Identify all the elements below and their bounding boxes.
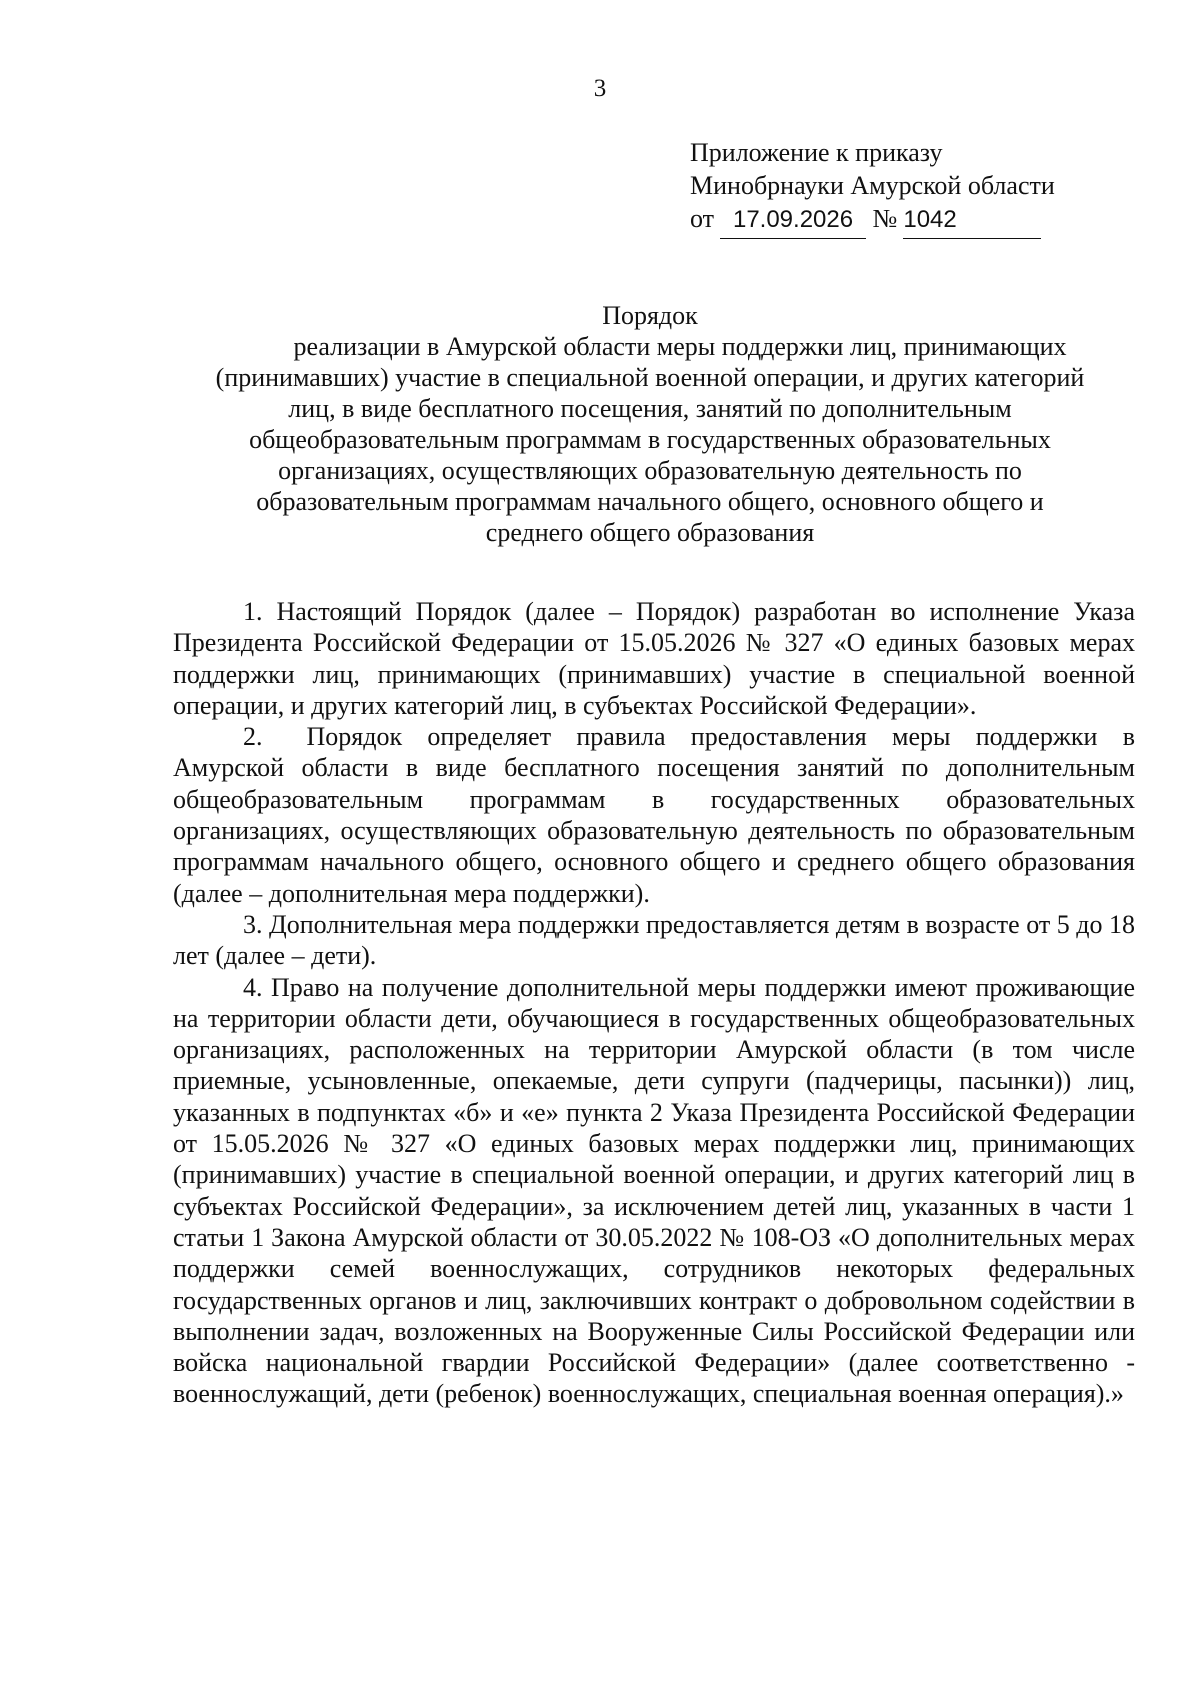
order-date: 17.09.2026	[720, 203, 866, 236]
title-heading: Порядок	[602, 301, 698, 330]
paragraph-3	[173, 909, 1135, 972]
paragraph-2	[173, 721, 1135, 909]
title-line: лиц, в виде бесплатного посещения, занятий по дополнительным	[288, 394, 1012, 423]
approval-block	[690, 136, 1055, 236]
title-line: реализации в Амурской области меры поддержки лиц, принимающих	[293, 332, 1067, 361]
approval-line-2: Минобрнауки Амурской области	[690, 171, 1055, 200]
number-label: №	[872, 204, 898, 233]
title-line: образовательным программам начального общего, основного общего и	[256, 487, 1044, 516]
paragraph-1-text: 1. Настоящий Порядок (далее – Порядок) разработан во исполнение Указа Президента Российской Федерации от 15.05.2026 № 327 «О единых базовых мерах поддержки лиц, принимающих (принимавших) участие в специальной военной операции, и других категорий лиц, в субъектах Российской Федерации».	[173, 597, 1135, 720]
page-number: 3	[593, 75, 607, 102]
from-label: от	[690, 204, 715, 233]
document-title	[170, 300, 1130, 548]
title-line: общеобразовательным программам в государственных образовательных	[249, 425, 1051, 454]
paragraph-2-text: Порядок определяет правила предоставления меры поддержки в Амурской области в виде бесплатного посещения занятий по дополнительным общеобразовательным программам в государственных образовательных организациях, осуществляющих образовательную деятельность по образовательным программам начального общего, основного общего и среднего общего образования (далее – дополнительная мера поддержки).	[173, 722, 1135, 908]
document-body	[173, 596, 1135, 1410]
title-line: организациях, осуществляющих образовательную деятельность по	[278, 456, 1022, 485]
approval-line-1: Приложение к приказу	[690, 138, 943, 167]
title-line: среднего общего образования	[485, 518, 815, 547]
title-line: (принимавших) участие в специальной военной операции, и других категорий	[215, 363, 1085, 392]
approval-line-3	[690, 202, 1055, 236]
paragraph-4	[173, 972, 1135, 1410]
paragraph-1	[173, 596, 1135, 721]
order-number: 1042	[903, 203, 1041, 236]
paragraph-2-number: 2.	[243, 722, 263, 752]
paragraph-3-text: 3. Дополнительная мера поддержки предоставляется детям в возрасте от 5 до 18 лет (далее – дети).	[173, 909, 1135, 971]
paragraph-4-text: 4. Право на получение дополнительной меры поддержки имеют проживающие на территории области дети, обучающиеся в государственных общеобразовательных организациях, расположенных на территории Амурской области (в том числе приемные, усыновленные, опекаемые, дети супруги (падчерицы, пасынки)) лиц, указанных в подпунктах «б» и «е» пункта 2 Указа Президента Российской Федерации от 15.05.2026 № 327 «О единых базовых мерах поддержки лиц, принимающих (принимавших) участие в специальной военной операции, и других категорий лиц в субъектах Российской Федерации», за исключением детей лиц, указанных в части 1 статьи 1 Закона Амурской области от 30.05.2022 № 108-ОЗ «О дополнительных мерах поддержки семей военнослужащих, сотрудников некоторых федеральных государственных органов и лиц, заключивших контракт о добровольном содействии в выполнении задач, возложенных на Вооруженные Силы Российской Федерации или войска национальной гвардии Российской Федерации» (далее соответственно - военнослужащий, дети (ребенок) военнослужащих, специальная военная операция).»	[173, 972, 1135, 1409]
